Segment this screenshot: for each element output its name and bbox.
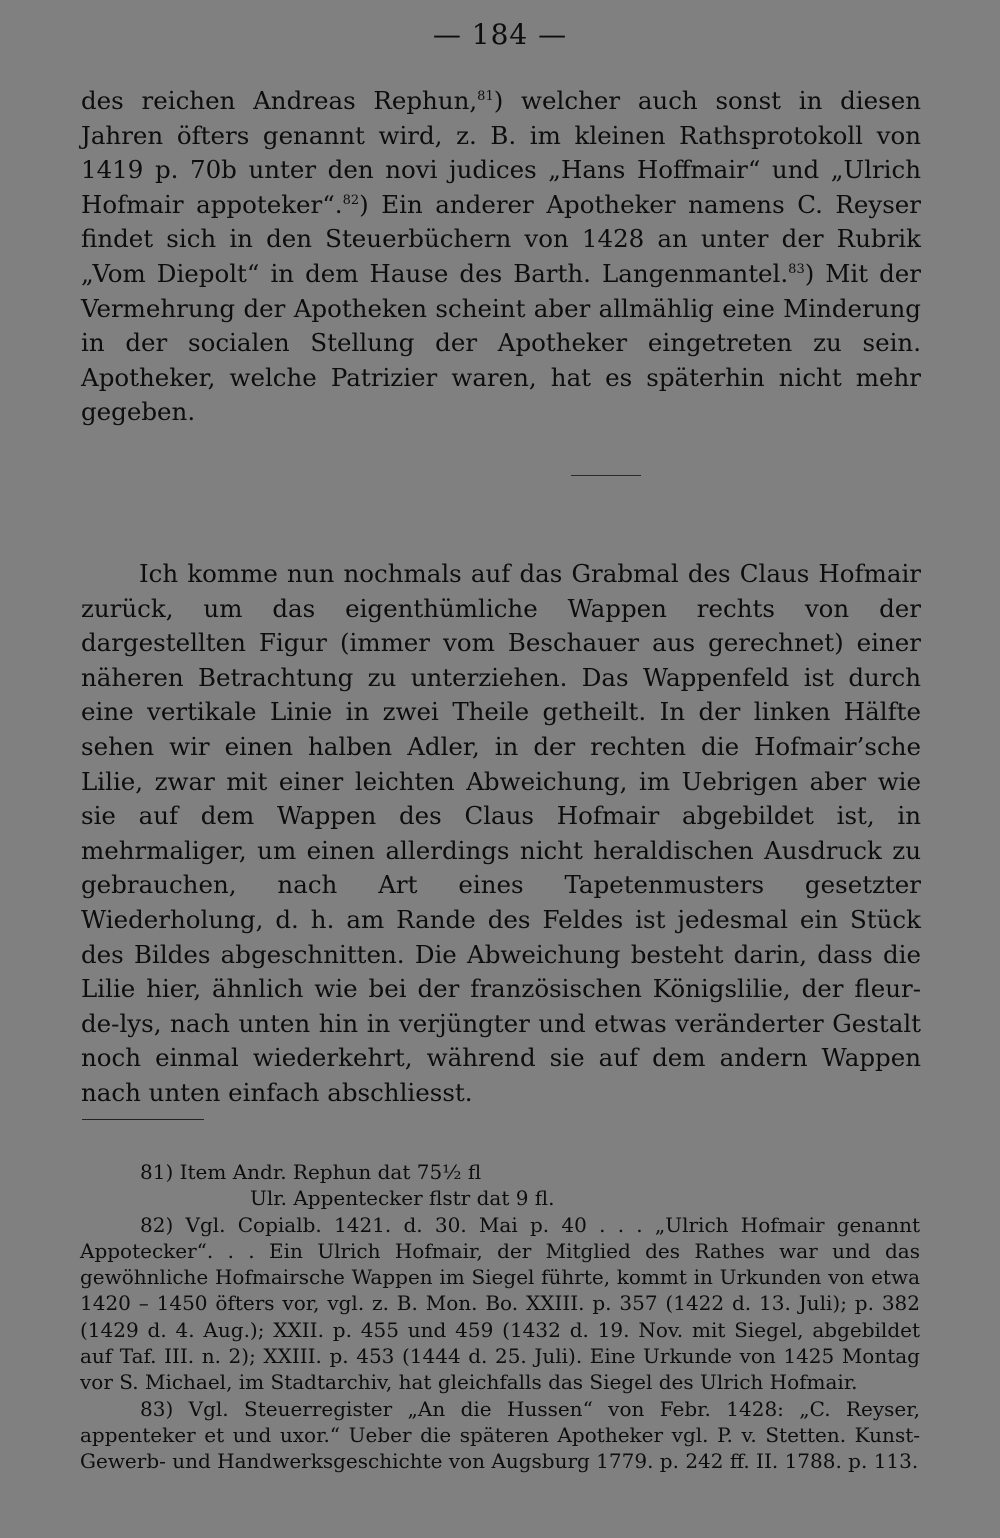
section-divider bbox=[571, 475, 641, 476]
paragraph-text: ) welcher auch sonst in diesen Jahren öfters genannt wird, z. B. im kleinen Rathsprotokoll von 1419 p. 70b unter den novi judices „Hans Hoffmair“ und „Ulrich Hofmair appoteker“. bbox=[81, 86, 921, 219]
footnote-ref-81: 81 bbox=[477, 89, 494, 104]
footnote-82: 82) Vgl. Copialb. 1421. d. 30. Mai p. 40 . . . „Ulrich Hofmair genannt Appotecker“. . . Ein Ulrich Hofmair, der Mitglied des Rathes war und das gewöhnliche Hofmairsche Wappen im Siegel führte, kommt in Urkunden von etwa 1420 – 1450 öfters vor, vgl. z. B. Mon. Bo. XXIII. p. 357 (1422 d. 13. Juli); p. 382 (1429 d. 4. Aug.); XXII. p. 455 und 459 (1432 d. 19. Nov. mit Siegel, abgebildet auf Taf. III. n. 2); XXIII. p. 453 (1444 d. 25. Juli). Eine Urkunde von 1425 Montag vor S. Michael, im Stadtarchiv, hat gleichfalls das Siegel des Ulrich Hofmair. bbox=[80, 1212, 920, 1395]
body-paragraph-2: Ich komme nun nochmals auf das Grabmal des Claus Hofmair zurück, um das eigenthümliche Wappen rechts von der dargestellten Figur (immer vom Beschauer aus gerechnet) einer näheren Betrachtung zu unterziehen. Das Wappenfeld ist durch eine vertikale Linie in zwei Theile getheilt. In der linken Hälfte sehen wir einen halben Adler, in der rechten die Hofmair’sche Lilie, zwar mit einer leichten Abweichung, im Uebrigen aber wie sie auf dem Wappen des Claus Hofmair abgebildet ist, in mehrmaliger, um einen allerdings nicht heraldischen Ausdruck zu gebrauchen, nach Art eines Tapetenmusters gesetzter Wiederholung, d. h. am Rande des Feldes ist jedesmal ein Stück des Bildes abgeschnitten. Die Abweichung besteht darin, dass die Lilie hier, ähnlich wie bei der französischen Königslilie, der fleur-de-lys, nach unten hin in verjüngter und etwas veränderter Gestalt noch einmal wiederkehrt, während sie auf dem andern Wappen nach unten einfach abschliesst. bbox=[81, 559, 921, 1107]
body-paragraph-1 bbox=[81, 84, 921, 430]
footnote-separator bbox=[82, 1119, 204, 1120]
footnote-81: 81) Item Andr. Rephun dat 75½ fl bbox=[140, 1160, 482, 1184]
paragraph-text: des reichen Andreas Rephun, bbox=[81, 86, 478, 115]
paragraph-text: ) Mit der Vermehrung der Apotheken scheint aber allmählig eine Minderung in der socialen Stellung der Apotheker eingetreten zu sein. Apotheker, welche Patrizier waren, hat es späterhin nicht mehr gegeben. bbox=[81, 258, 922, 427]
footnotes bbox=[80, 1159, 920, 1475]
footnote-83: 83) Vgl. Steuerregister „An die Hussen“ von Febr. 1428: „C. Reyser, appenteker et und uxor.“ Ueber die späteren Apotheker vgl. P. v. Stetten. Kunst- Gewerb- und Handwerksgeschichte von Augsburg 1779. p. 242 ff. II. 1788. p. 113. bbox=[80, 1396, 920, 1474]
footnote-ref-82: 82 bbox=[342, 192, 360, 208]
page-number: — 184 — bbox=[432, 18, 568, 51]
paragraph-text: ) Ein anderer Apotheker namens C. Reyser findet sich in den Steuerbüchern von 1428 an unter der Rubrik „Vom Diepolt“ in dem Hause des Barth. Langenmantel. bbox=[81, 189, 921, 288]
footnote-81-continuation: Ulr. Appentecker flstr dat 9 fl. bbox=[250, 1186, 555, 1211]
footnote-ref-83: 83 bbox=[788, 261, 805, 277]
